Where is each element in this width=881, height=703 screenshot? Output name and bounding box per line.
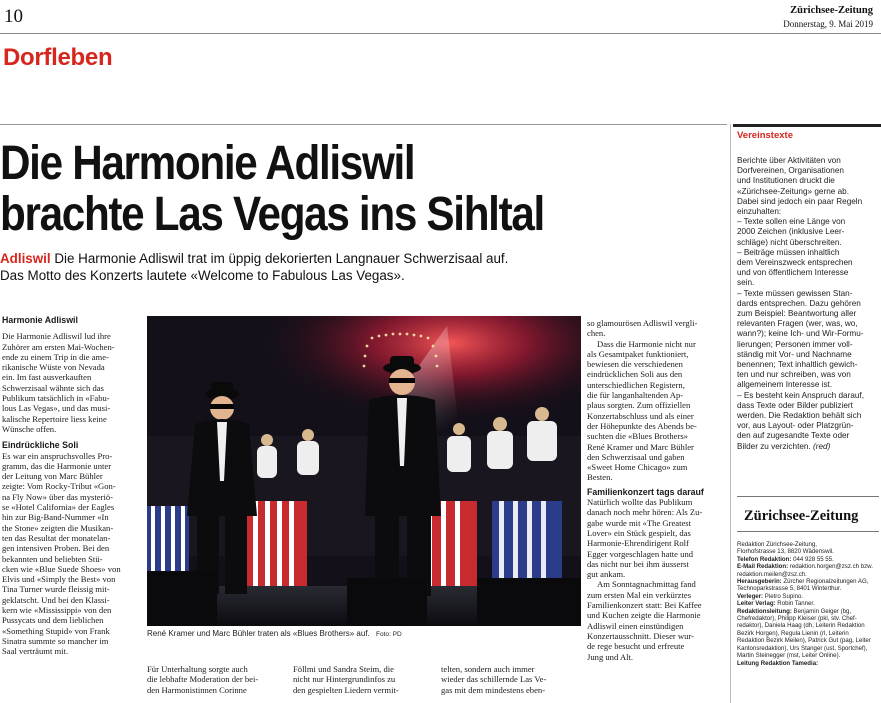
sidebar-line: den auf zugesandte Texte oder bbox=[737, 431, 850, 441]
text-line: geklatscht. Und bei den Klassi- bbox=[2, 594, 110, 605]
text-line: gramm, das die Harmonie unter bbox=[2, 460, 112, 471]
text-line: ein. Im fast ausverkauften bbox=[2, 372, 92, 383]
text-line: die lebhafte Moderation der bei- bbox=[147, 674, 259, 685]
text-line: rikanische Wüste von Nevada bbox=[2, 362, 105, 373]
text-line: und Kuchen zeigte die Harmonie bbox=[587, 610, 701, 621]
imprint-logo: Zürichsee-Zeitung bbox=[744, 508, 859, 524]
sidebar-signoff: (red) bbox=[810, 441, 831, 451]
sidebar-line: dem Vereinszweck entsprechen bbox=[737, 258, 853, 268]
sidebar-line: einzuhalten: bbox=[737, 207, 782, 217]
text-line: cken wie «Blue Suede Shoes» von bbox=[2, 563, 121, 574]
article-column-1 bbox=[2, 315, 140, 657]
paragraph bbox=[293, 664, 431, 695]
imprint-line bbox=[737, 548, 879, 555]
text-line: telten, sondern auch immer bbox=[441, 664, 535, 674]
text-line: eindrücklichen Soli aus den bbox=[587, 369, 683, 380]
subheading: Eindrückliche Soli bbox=[2, 440, 79, 451]
text-line: Sinatra summte so mancher im bbox=[2, 635, 109, 646]
text-line: hin zur Big-Band-Nummer «In bbox=[2, 512, 109, 523]
imprint-label: Redaktionsleitung: bbox=[737, 607, 792, 615]
photo-caption bbox=[147, 629, 402, 638]
paragraph bbox=[587, 318, 725, 339]
paragraph bbox=[587, 497, 725, 579]
text-line: zeigte: Vom Rocky-Tribut «Gon- bbox=[2, 481, 116, 492]
text-line: Dass die Harmonie nicht nur bbox=[597, 338, 696, 349]
imprint-text: Florhofstrasse 13, 8820 Wädenswil. bbox=[737, 548, 834, 556]
imprint-line bbox=[737, 571, 879, 578]
imprint-label: Leitung Redaktion Tamedia: bbox=[737, 659, 819, 667]
text-line: Zuhörer am ersten Mai-Wochen- bbox=[2, 341, 115, 352]
text-line: Natürlich wollte das Publikum bbox=[587, 497, 693, 508]
article-column-3 bbox=[293, 664, 431, 695]
imprint-line bbox=[737, 585, 879, 592]
imprint bbox=[737, 541, 879, 667]
text-line: Konzertabschluss und als einer bbox=[587, 410, 694, 421]
sidebar-line: 2000 Zeichen (inklusive Leer- bbox=[737, 227, 845, 237]
sidebar-line: «Zürichsee-Zeitung» gerne ab. bbox=[737, 186, 849, 196]
text-line: bewiesen die verschiedenen bbox=[587, 359, 683, 370]
imprint-label: Telefon Redaktion: bbox=[737, 555, 792, 563]
imprint-line bbox=[737, 593, 879, 600]
text-line: Elvis und «Simply the Best» von bbox=[2, 574, 116, 585]
imprint-label: Verleger: bbox=[737, 592, 764, 600]
imprint-line bbox=[737, 608, 879, 615]
imprint-text: 044 928 55 55. bbox=[791, 555, 834, 563]
sidebar-line: – Texte sollen eine Länge von bbox=[737, 217, 846, 227]
text-line: wieder das schillernde Las Ve- bbox=[441, 674, 547, 685]
text-line: Adliswil einen einstündigen bbox=[587, 620, 684, 631]
lead-text-1: Die Harmonie Adliswil trat im üppig dekorierten Langnauer Schwerzisaal auf. bbox=[54, 251, 509, 266]
text-line: the Stone» zeigten die Musikan- bbox=[2, 522, 114, 533]
imprint-line bbox=[737, 630, 879, 637]
page-number: 10 bbox=[4, 6, 23, 27]
text-line: gut ankam. bbox=[587, 569, 626, 580]
imprint-text: redaktion.horgen@zsz.ch bzw. bbox=[788, 563, 873, 571]
text-line: der Höhepunkte des Abends be- bbox=[587, 420, 697, 431]
sidebar-line: und Institutionen druckt die bbox=[737, 176, 835, 186]
text-line: gen intensiven Proben. Bei den bbox=[2, 543, 110, 554]
caption-text: René Kramer und Marc Bühler traten als «Blues Brothers» auf. bbox=[147, 629, 370, 638]
imprint-text: Kantonsredaktion), Urs Stanger (ust, Sportchef), bbox=[737, 644, 868, 652]
text-line: Schwerzisaal wähnte sich das bbox=[2, 382, 104, 393]
text-line: Wünsche offen. bbox=[2, 423, 57, 434]
article-column-2 bbox=[147, 664, 285, 695]
text-line: Für Unterhaltung sorgte auch bbox=[147, 664, 248, 674]
text-line: kern wie «Mississippi» von den bbox=[2, 605, 112, 616]
paragraph bbox=[441, 664, 579, 695]
text-line: Tina Turner wurde fleissig mit- bbox=[2, 584, 110, 595]
text-line: so glamourösen Adliswil vergli- bbox=[587, 318, 698, 328]
paragraph bbox=[587, 579, 725, 661]
lead-line-1 bbox=[0, 251, 508, 266]
sidebar-line: vor, aus Layout- oder Platzgrün- bbox=[737, 421, 854, 431]
text-line: Saal verträumt mit. bbox=[2, 646, 69, 657]
sidebar-line: ständig mit Vor- und Nachname bbox=[737, 349, 852, 359]
photo-illustration bbox=[147, 316, 581, 626]
sidebar-text bbox=[737, 156, 879, 452]
sidebar-line: wann?); keine Ich- und Wir-Formu- bbox=[737, 329, 864, 339]
text-line: unterschiedlichen Registern, bbox=[587, 379, 685, 390]
text-line: Föllmi und Sandra Steim, die bbox=[293, 664, 394, 674]
sidebar-line: schläge) nicht überschreiten. bbox=[737, 237, 842, 247]
text-line: Am Sonntagnachmittag fand bbox=[597, 579, 696, 590]
imprint-line bbox=[737, 578, 879, 585]
imprint-line bbox=[737, 600, 879, 607]
sidebar-title: Vereinstexte bbox=[737, 130, 793, 141]
sidebar-line: relevanten Fragen (wer, was, wo, bbox=[737, 319, 858, 329]
text-line: Familienkonzert statt: Bei Kaffee bbox=[587, 600, 702, 611]
subheading: Familienkonzert tags darauf bbox=[587, 486, 704, 497]
imprint-line bbox=[737, 615, 879, 622]
header-rule bbox=[0, 33, 881, 34]
article-column-3b bbox=[441, 664, 579, 695]
headline-line-2: brachte Las Vegas ins Sihltal bbox=[0, 188, 544, 241]
paper-name: Zürichsee-Zeitung bbox=[790, 5, 873, 16]
imprint-text: redaktor), Daniela Haag (dh, Leiterin Redaktion bbox=[737, 622, 865, 630]
sidebar-top-rule bbox=[733, 124, 881, 127]
imprint-text: Pietro Supino. bbox=[763, 592, 804, 600]
text-line: die für langanhaltenden Ap- bbox=[587, 390, 684, 401]
text-line: bekannten und beliebten Stü- bbox=[2, 553, 103, 564]
imprint-line bbox=[737, 622, 879, 629]
column-divider bbox=[730, 124, 731, 703]
sidebar-line: werden. Die Redaktion behält sich bbox=[737, 411, 862, 421]
concert-photo bbox=[147, 316, 581, 626]
text-line: Die Harmonie Adliswil lud ihre bbox=[2, 331, 111, 342]
text-line: Harmonie-Ehrendirigent Rolf bbox=[587, 538, 689, 549]
sidebar-line: – Beiträge müssen inhaltlich bbox=[737, 247, 840, 257]
text-line: gas mit dem mindestens eben- bbox=[441, 684, 546, 695]
section-label: Dorfleben bbox=[3, 44, 113, 71]
headline-line-1: Die Harmonie Adliswil bbox=[0, 137, 415, 190]
photo-credit: Foto: PD bbox=[376, 631, 402, 638]
imprint-text: Chefredaktor), Philipp Kleiser (pkl, stv. Chef- bbox=[737, 615, 857, 623]
text-line: «Sweet Home Chicago» zum bbox=[587, 462, 688, 473]
sidebar-line: benennen; Text inhaltlich gewich- bbox=[737, 360, 858, 370]
sidebar-line: – Texte müssen gewissen Stan- bbox=[737, 288, 853, 298]
text-line: chen. bbox=[587, 328, 606, 339]
text-line: Jung und Alt. bbox=[587, 651, 634, 662]
sidebar-line: zum Beispiel: Beantwortung aller bbox=[737, 309, 857, 319]
text-line: Konzertausschnitt. Dieser wur- bbox=[587, 630, 694, 641]
text-line: suchten die «Blues Brothers» bbox=[587, 431, 688, 442]
text-line: ende zu einem Trip in die ame- bbox=[2, 351, 109, 362]
imprint-line bbox=[737, 652, 879, 659]
text-line: den Harmonistinnen Corinne bbox=[147, 684, 247, 695]
text-line: Lover» ein Stück gespielt, das bbox=[587, 527, 691, 538]
imprint-text: Technoparkstrasse 5, 8401 Winterthur. bbox=[737, 585, 842, 593]
text-line: gabe wurde mit «The Greatest bbox=[587, 517, 692, 528]
sidebar-line: Berichte über Aktivitäten von bbox=[737, 156, 841, 165]
imprint-line bbox=[737, 563, 879, 570]
text-line: ten das Resultat der monatelan- bbox=[2, 532, 111, 543]
header-date: Donnerstag, 9. Mai 2019 bbox=[783, 19, 873, 29]
imprint-label: E-Mail Redaktion: bbox=[737, 563, 789, 571]
article-column-4 bbox=[587, 318, 725, 662]
text-line: plaus sorgten. Zum offiziellen bbox=[587, 400, 691, 411]
text-line: René Kramer und Marc Bühler bbox=[587, 441, 694, 452]
paragraph bbox=[587, 339, 725, 483]
imprint-text: Martin Steinegger (mst, Leiter Online). bbox=[737, 652, 841, 660]
text-line: danach noch mehr hören: Als Zu- bbox=[587, 507, 703, 518]
sidebar-line: dass Texte oder Bilder publiziert bbox=[737, 400, 853, 410]
imprint-text: Robin Tanner. bbox=[775, 600, 815, 608]
text-line: als Gesamtpaket funktioniert, bbox=[587, 348, 689, 359]
sidebar-line: und von öffentlichem Interesse bbox=[737, 268, 849, 278]
top-rule bbox=[0, 124, 727, 125]
imprint-text: Benjamin Geiger (bg, bbox=[791, 607, 852, 615]
imprint-text: Zürcher Regionalzeitungen AG, bbox=[781, 578, 869, 586]
text-line: kalische Repertoire liess keine bbox=[2, 413, 107, 424]
imprint-line bbox=[737, 556, 879, 563]
text-line: der Leitung von Marc Bühler bbox=[2, 471, 103, 482]
text-line: na Fly Now» über das mysteriö- bbox=[2, 491, 113, 502]
imprint-text: Redaktion Bezirk Meilen), Patrick Gut (pag, Leiter bbox=[737, 637, 871, 645]
text-line: das nicht nur bei ihm äusserst bbox=[587, 558, 689, 569]
sidebar-line: Bilder zu verzichten. (red) bbox=[737, 441, 831, 451]
sidebar-line: dards entsprechen. Dazu gehören bbox=[737, 298, 861, 308]
text-line: lous Las Vegas», und das musi- bbox=[2, 403, 111, 414]
text-line: Egger vorgeschlagen hatte und bbox=[587, 548, 694, 559]
text-line: den Schwerzisaal und gaben bbox=[587, 451, 685, 462]
lead-line-2: Das Motto des Konzerts lautete «Welcome to Fabulous Las Vegas». bbox=[0, 268, 405, 283]
sidebar-line: Dorfvereinen, Organisationen bbox=[737, 166, 844, 176]
sidebar-line: lierungen; Personen immer voll- bbox=[737, 339, 853, 349]
text-line: nicht nur Hintergrundinfos zu bbox=[293, 674, 396, 685]
byline: Harmonie Adliswil bbox=[2, 315, 78, 325]
paragraph bbox=[2, 331, 140, 434]
paragraph bbox=[147, 664, 285, 695]
text-line: zum ersten Mal ein verkürztes bbox=[587, 589, 692, 600]
imprint-line bbox=[737, 637, 879, 644]
sidebar-line: Dabei sind jedoch ein paar Regeln bbox=[737, 196, 863, 206]
sidebar-line: – Es besteht kein Anspruch darauf, bbox=[737, 390, 864, 400]
imprint-line bbox=[737, 645, 879, 652]
text-line: de rege besucht und erfreute bbox=[587, 641, 685, 652]
lead-place: Adliswil bbox=[0, 251, 51, 266]
text-line: «Something Stupid» von Frank bbox=[2, 625, 110, 636]
sidebar-line: ten und nur schreiben, was von bbox=[737, 370, 851, 380]
imprint-label: Herausgeberin: bbox=[737, 578, 782, 586]
imprint-label: Leiter Verlag: bbox=[737, 600, 776, 608]
paragraph bbox=[2, 451, 140, 657]
imprint-top-rule bbox=[737, 496, 879, 497]
sidebar-line: sein. bbox=[737, 278, 755, 288]
imprint-text: Bezirk Horgen), Regula Lienin (rl, Leiterin bbox=[737, 629, 849, 637]
imprint-line bbox=[737, 660, 879, 667]
imprint-logo-rule bbox=[737, 531, 879, 532]
imprint-text: redaktion.meilen@zsz.ch. bbox=[737, 570, 807, 578]
text-line: den gespielten Liedern vermit- bbox=[293, 684, 399, 695]
text-line: Es war ein anspruchsvolles Pro- bbox=[2, 450, 113, 461]
sidebar-line: allgemeinem Interesse ist. bbox=[737, 380, 833, 390]
text-line: Publikum tatsächlich in «Fabu- bbox=[2, 393, 110, 404]
sidebar-box bbox=[737, 156, 879, 452]
imprint-text: Redaktion Zürichsee-Zeitung, bbox=[737, 541, 817, 548]
text-line: Besten. bbox=[587, 472, 613, 483]
imprint-line bbox=[737, 541, 879, 548]
text-line: Pussycats und dem lieblichen bbox=[2, 615, 104, 626]
text-line: se «Hotel California» der Eagles bbox=[2, 502, 115, 513]
